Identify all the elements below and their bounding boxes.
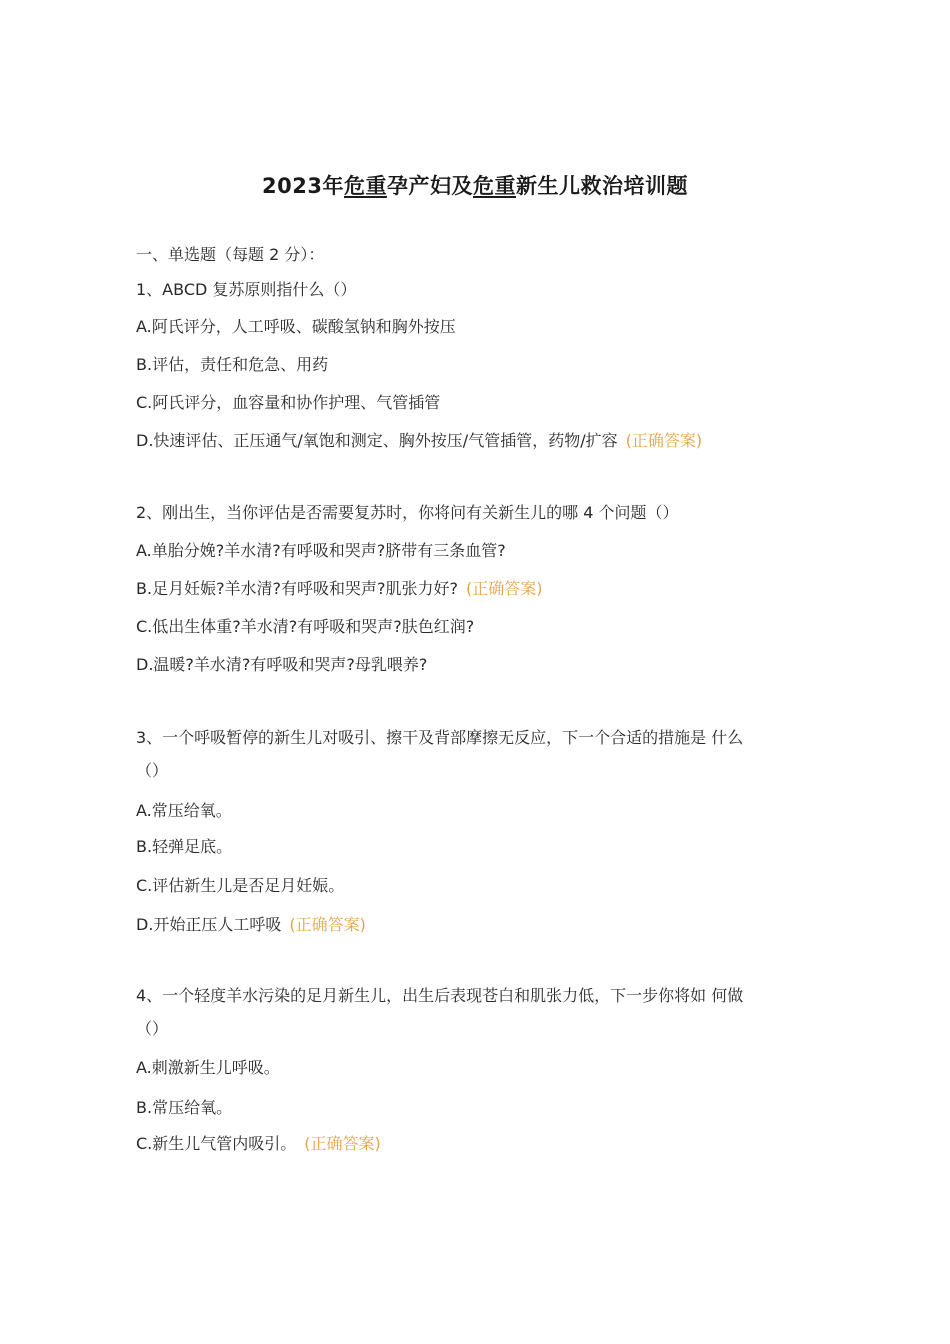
question-3-stem: 3、一个呼吸暂停的新生儿对吸引、擦干及背部摩擦无反应，下一个合适的措施是 什么 [136, 728, 744, 747]
section-heading: 一、单选题（每题 2 分）： [136, 245, 325, 264]
question-4-option-b: B.常压给氧。 [136, 1098, 233, 1117]
title-part-3: 新生儿救治培训题 [515, 174, 688, 198]
question-3-option-d [136, 914, 366, 936]
question-2-stem: 2、刚出生，当你评估是否需要复苏时，你将问有关新生儿的哪 4 个问题（） [136, 503, 679, 522]
document-title [0, 170, 950, 200]
correct-answer-mark: (正确答案) [289, 915, 366, 934]
question-1-option-d-text: D.快速评估、正压通气/氧饱和测定、胸外按压/气管插管，药物/扩容 [136, 431, 618, 450]
question-1-option-a: A.阿氏评分，人工呼吸、碳酸氢钠和胸外按压 [136, 317, 456, 336]
question-2-option-c: C.低出生体重?羊水清?有呼吸和哭声?肤色红润? [136, 617, 475, 636]
question-2-option-b [136, 578, 543, 600]
title-part-1: 年 [322, 174, 344, 198]
question-4-stem: 4、一个轻度羊水污染的足月新生儿，出生后表现苍白和肌张力低，下一步你将如 何做 [136, 986, 744, 1005]
title-underlined-1: 危重 [343, 174, 387, 198]
question-2-option-b-text: B.足月妊娠?羊水清?有呼吸和哭声?肌张力好? [136, 579, 459, 598]
question-4-stem-cont: （） [136, 1019, 169, 1038]
correct-answer-mark: (正确答案) [466, 579, 543, 598]
question-2-option-a: A.单胎分娩?羊水清?有呼吸和哭声?脐带有三条血管? [136, 541, 506, 560]
question-3-option-b: B.轻弹足底。 [136, 837, 233, 856]
title-part-2: 孕产妇及 [386, 174, 473, 198]
question-4-option-c [136, 1133, 381, 1155]
question-4-option-a: A.刺激新生儿呼吸。 [136, 1058, 280, 1077]
question-1-option-d [136, 430, 702, 452]
question-3-option-d-text: D.开始正压人工呼吸 [136, 915, 282, 934]
title-underlined-2: 危重 [472, 174, 516, 198]
question-1-option-c: C.阿氏评分，血容量和协作护理、气管插管 [136, 393, 441, 412]
question-3-option-a: A.常压给氧。 [136, 801, 232, 820]
question-4-option-c-text: C.新生儿气管内吸引。 [136, 1134, 297, 1153]
title-year: 2023 [262, 174, 323, 198]
question-3-option-c: C.评估新生儿是否足月妊娠。 [136, 876, 345, 895]
correct-answer-mark: (正确答案) [625, 431, 703, 450]
question-3-stem-cont: （） [136, 761, 169, 780]
question-1-stem: 1、ABCD 复苏原则指什么（） [136, 280, 357, 299]
question-2-option-d: D.温暖?羊水清?有呼吸和哭声?母乳喂养? [136, 655, 428, 674]
question-1-option-b: B.评估，责任和危急、用药 [136, 355, 329, 374]
correct-answer-mark: (正确答案) [304, 1134, 381, 1153]
